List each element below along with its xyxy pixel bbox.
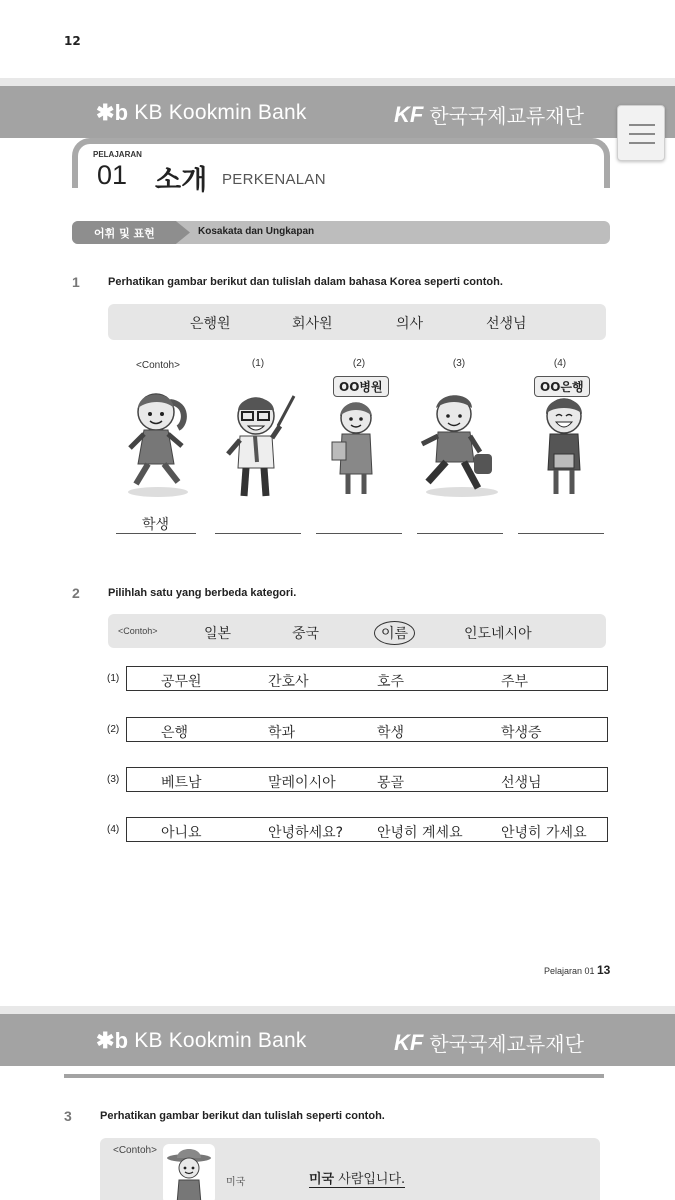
doctor-illustration: [326, 398, 386, 498]
row-number: (3): [107, 774, 120, 785]
column-label-1: (1): [251, 358, 265, 369]
kf-logo-text: 한국국제교류재단: [429, 104, 584, 128]
kf-logo-text: 한국국제교류재단: [429, 1032, 584, 1056]
hospital-sign: OO병원: [333, 376, 389, 397]
choice-item[interactable]: 베트남: [161, 775, 202, 791]
row-number: (2): [107, 724, 120, 735]
student-girl-illustration: [122, 384, 194, 498]
cowboy-illustration-card: [163, 1144, 215, 1200]
question-3-number: 3: [64, 1108, 72, 1124]
column-label-3: (3): [452, 358, 466, 369]
section-bar: [72, 221, 610, 244]
word-bank-item: 의사: [396, 316, 424, 332]
question-3-instruction: Perhatikan gambar berikut dan tulislah seperti contoh.: [100, 1110, 385, 1122]
example-item-circled: 이름: [374, 621, 415, 645]
example-item: 인도네시아: [464, 626, 532, 642]
choice-item[interactable]: 선생님: [501, 775, 542, 791]
page-divider: [64, 1074, 604, 1078]
section-label-indonesian: Kosakata dan Ungkapan: [198, 226, 315, 237]
lesson-title-korean: 소개: [155, 165, 208, 196]
choice-item[interactable]: 말레이시아: [268, 775, 336, 791]
kf-logo-icon: KF: [394, 101, 424, 127]
banner-strip: [0, 78, 675, 86]
word-bank-item: 선생님: [486, 316, 527, 332]
answer-line-2[interactable]: [316, 533, 402, 534]
choice-item[interactable]: 아니요: [161, 825, 202, 841]
row-number: (4): [107, 824, 120, 835]
choice-row-2: [126, 717, 608, 742]
choice-row-1: [126, 666, 608, 691]
answer-line-3[interactable]: [417, 533, 503, 534]
hamburger-icon-line: [629, 133, 655, 135]
kb-logo-icon: ✱b: [96, 1028, 129, 1053]
choice-item[interactable]: 몽골: [377, 775, 405, 791]
question-2-instruction: Pilihlah satu yang berbeda kategori.: [108, 587, 297, 599]
bank-sign: OO은행: [534, 376, 590, 397]
hamburger-icon-line: [629, 124, 655, 126]
choice-item[interactable]: 안녕히 가세요: [501, 825, 587, 841]
word-bank-item: 은행원: [190, 316, 231, 332]
banner-strip: [0, 1006, 675, 1014]
question-3-country: 미국: [226, 1177, 246, 1188]
example-answer: 학생: [142, 517, 170, 533]
example-item: 일본: [204, 626, 232, 642]
choice-item[interactable]: 주부: [501, 674, 529, 690]
choice-item[interactable]: 학생증: [501, 725, 542, 741]
cowboy-illustration: [163, 1144, 215, 1200]
answer-line-1[interactable]: [215, 533, 301, 534]
choice-row-3: [126, 767, 608, 792]
row-number: (1): [107, 673, 120, 684]
choice-item[interactable]: 안녕히 계세요: [377, 825, 463, 841]
answer-line-example: [116, 533, 196, 534]
lesson-small-label: PELAJARAN: [93, 150, 142, 159]
answer-line-4[interactable]: [518, 533, 604, 534]
kb-logo-text: KB Kookmin Bank: [134, 1029, 307, 1052]
lesson-title-indonesian: PERKENALAN: [222, 171, 326, 188]
sponsor-banner: [0, 86, 675, 138]
lesson-header-frame: [72, 138, 610, 188]
hamburger-icon-line: [629, 142, 655, 144]
office-worker-illustration: [222, 392, 298, 500]
word-bank: [108, 304, 606, 340]
kb-logo-icon: ✱b: [96, 100, 129, 125]
choice-row-4: [126, 817, 608, 842]
column-label-2: (2): [352, 358, 366, 369]
section-label-korean: 어휘 및 표현: [94, 227, 155, 240]
lesson-number: 01: [97, 160, 128, 190]
example-label: <Contoh>: [118, 626, 158, 636]
example-row: [108, 614, 606, 648]
menu-button[interactable]: [617, 105, 665, 161]
example-item: 중국: [292, 626, 320, 642]
kb-logo-text: KB Kookmin Bank: [134, 101, 307, 124]
column-label-example: <Contoh>: [136, 360, 180, 371]
kb-kookmin-logo: [96, 100, 307, 126]
choice-item[interactable]: 안녕하세요?: [268, 825, 344, 841]
word-bank-item: 회사원: [292, 316, 333, 332]
footer-lesson-label: Pelajaran 01: [544, 966, 595, 976]
choice-item[interactable]: 공무원: [161, 674, 202, 690]
question-3-example-answer: [309, 1168, 405, 1188]
column-label-4: (4): [553, 358, 567, 369]
choice-item[interactable]: 은행: [161, 725, 189, 741]
sponsor-banner-2: [0, 1014, 675, 1066]
choice-item[interactable]: 호주: [377, 674, 405, 690]
choice-item[interactable]: 간호사: [268, 674, 309, 690]
bank-clerk-woman-illustration: [536, 394, 592, 500]
kf-logo: [394, 1028, 584, 1057]
kb-kookmin-logo: [96, 1028, 307, 1054]
answer-country: 미국: [309, 1172, 335, 1187]
choice-item[interactable]: 학과: [268, 725, 296, 741]
bank-clerk-man-illustration: [418, 392, 504, 498]
question-3-example-label: <Contoh>: [113, 1145, 157, 1156]
kf-logo-icon: KF: [394, 1029, 424, 1055]
question-2-number: 2: [72, 585, 80, 601]
answer-rest: 사람입니다.: [334, 1172, 406, 1187]
question-1-instruction: Perhatikan gambar berikut dan tulislah dalam bahasa Korea seperti contoh.: [108, 276, 503, 288]
question-1-number: 1: [72, 274, 80, 290]
kf-logo: [394, 100, 584, 129]
footer-page-number: 13: [597, 963, 611, 977]
page-number-top: 12: [64, 34, 81, 48]
choice-item[interactable]: 학생: [377, 725, 405, 741]
